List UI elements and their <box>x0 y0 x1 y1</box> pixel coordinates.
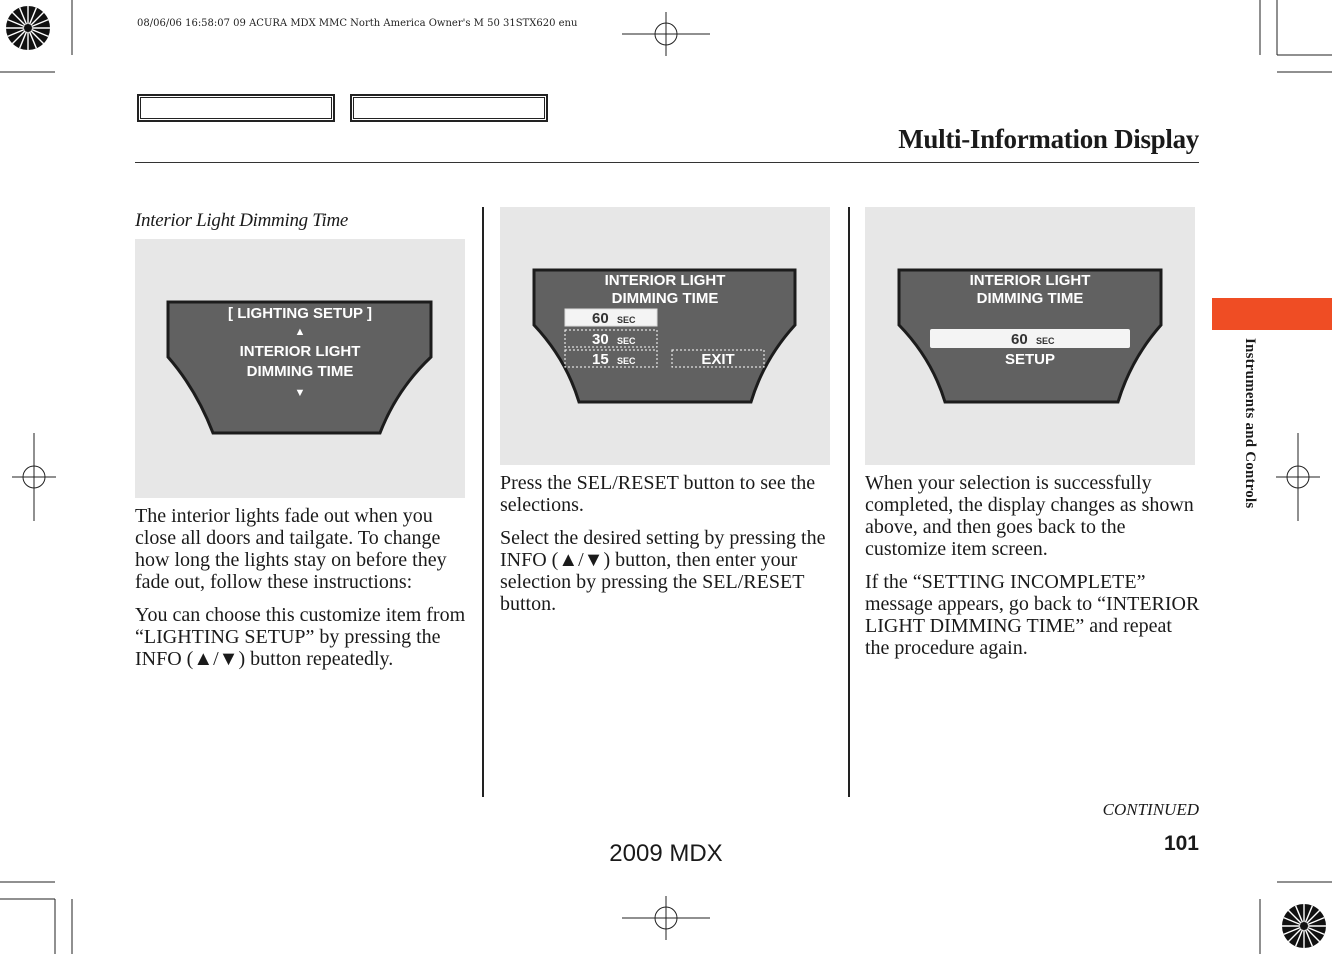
right-body-text <box>865 472 1200 670</box>
option-15-value: 15 <box>592 351 609 368</box>
screen-line-interior-light: INTERIOR LIGHT <box>604 272 726 289</box>
screen-line-interior-light: INTERIOR LIGHT <box>969 272 1091 289</box>
screen-line-setup: SETUP <box>1004 351 1056 368</box>
display-screen <box>865 207 1195 465</box>
section-tab-marker <box>1212 298 1332 330</box>
screen-line-dimming-time: DIMMING TIME <box>976 290 1084 307</box>
middle-paragraph-1: Press the SEL/RESET button to see the selections. <box>500 472 816 516</box>
page-title: Multi-Information Display <box>898 124 1199 154</box>
title-divider <box>135 162 1199 163</box>
section-tab-label: Instruments and Controls <box>1242 338 1258 509</box>
column-divider-2 <box>848 207 850 797</box>
middle-body-text <box>500 472 838 626</box>
up-arrow-icon: ▲ <box>294 326 306 338</box>
nav-box-index[interactable] <box>350 94 548 122</box>
footer-model-name: 2009 MDX <box>609 840 723 867</box>
display-screen <box>135 239 465 498</box>
middle-paragraph-2: Select the desired setting by pressing the INFO (▲/▼) button, then enter your selection by pressing the SEL/RESET button. <box>500 527 826 615</box>
page-number: 101 <box>1163 832 1199 855</box>
display-figure-selections <box>500 207 830 465</box>
option-15-unit: SEC <box>617 356 636 366</box>
display-screen <box>500 207 830 465</box>
display-figure-setup-complete <box>865 207 1195 465</box>
screen-line-dimming-time: DIMMING TIME <box>611 290 719 307</box>
option-30-unit: SEC <box>617 336 636 346</box>
option-30-value: 30 <box>592 331 609 348</box>
nav-box-contents[interactable] <box>137 94 335 122</box>
display-figure-lighting-setup <box>135 239 465 498</box>
right-paragraph-2: If the “SETTING INCOMPLETE” message appears, go back to “INTERIOR LIGHT DIMMING TIME” and repeat the procedure again. <box>865 571 1200 659</box>
selected-unit: SEC <box>1036 336 1055 346</box>
figure-caption: Interior Light Dimming Time <box>135 210 349 231</box>
left-paragraph-2: You can choose this customize item from “LIGHTING SETUP” by pressing the INFO (▲/▼) button repeatedly. <box>135 604 466 670</box>
option-60-unit: SEC <box>617 315 636 325</box>
option-exit: EXIT <box>701 351 735 368</box>
print-metadata: 08/06/06 16:58:07 09 ACURA MDX MMC North America Owner's M 50 31STX620 enu <box>137 18 578 29</box>
right-paragraph-1: When your selection is successfully completed, the display changes as shown above, and then goes back to the customize item screen. <box>865 472 1194 560</box>
left-paragraph-1: The interior lights fade out when you close all doors and tailgate. To change how long the lights stay on before they fade out, follow these instructions: <box>135 505 447 593</box>
screen-line-lighting-setup: [ LIGHTING SETUP ] <box>228 305 372 322</box>
down-arrow-icon: ▼ <box>294 387 306 399</box>
column-divider-1 <box>482 207 484 797</box>
selected-value: 60 <box>1011 331 1028 348</box>
left-body-text <box>135 505 470 681</box>
screen-line-dimming-time: DIMMING TIME <box>246 363 354 380</box>
continued-label: CONTINUED <box>1102 800 1199 819</box>
option-60-value: 60 <box>592 310 609 327</box>
screen-line-interior-light: INTERIOR LIGHT <box>239 343 361 360</box>
